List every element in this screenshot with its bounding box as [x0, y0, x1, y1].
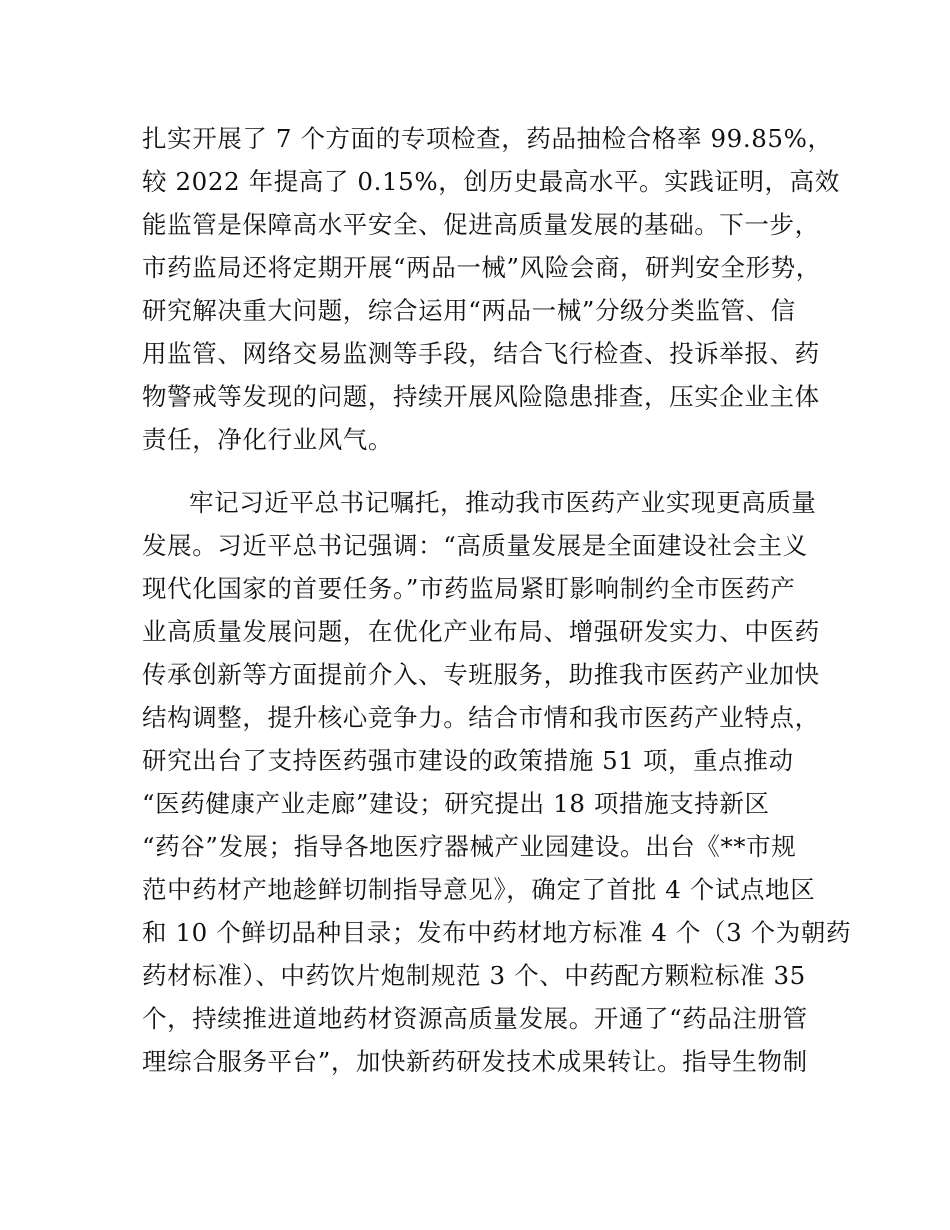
text-line: 和 10 个鲜切品种目录；发布中药材地方标准 4 个（3 个为朝药 [142, 918, 852, 947]
paragraph-2 [142, 481, 852, 1083]
paragraph-spacer [142, 461, 832, 481]
text-line: 研究解决重大问题，综合运用“两品一械”分级分类监管、信 [142, 296, 796, 325]
text-line: 药材标准）、中药饮片炮制规范 3 个、中药配方颗粒标准 35 [142, 961, 806, 990]
text-line: 责任，净化行业风气。 [142, 425, 393, 454]
document-body [142, 117, 852, 1083]
text-line: 范中药材产地趁鲜切制指导意见》，确定了首批 4 个试点地区 [142, 875, 816, 904]
paragraph-1 [142, 117, 840, 461]
text-line: 业高质量发展问题，在优化产业布局、增强研发实力、中医药 [142, 617, 820, 646]
text-line: 传承创新等方面提前介入、专班服务，助推我市医药产业加快 [142, 660, 820, 689]
text-line: 个，持续推进道地药材资源高质量发展。开通了“药品注册管 [142, 1004, 808, 1033]
text-line: 能监管是保障高水平安全、促进高质量发展的基础。下一步， [142, 210, 820, 239]
text-line: 研究出台了支持医药强市建设的政策措施 51 项，重点推动 [142, 746, 794, 775]
text-line: “医药健康产业走廊”建设；研究提出 18 项措施支持新区 [142, 789, 770, 818]
text-line: 物警戒等发现的问题，持续开展风险隐患排查，压实企业主体 [142, 382, 820, 411]
text-line: 发展。习近平总书记强调：“高质量发展是全面建设社会主义 [142, 531, 808, 560]
text-line: 理综合服务平台”，加快新药研发技术成果转让。指导生物制 [142, 1047, 808, 1076]
text-line: 结构调整，提升核心竞争力。结合市情和我市医药产业特点， [142, 703, 820, 732]
text-line: 较 2022 年提高了 0.15%，创历史最高水平。实践证明，高效 [142, 167, 840, 196]
text-line: 扎实开展了 7 个方面的专项检查，药品抽检合格率 99.85%， [142, 124, 833, 153]
text-line: 现代化国家的首要任务。”市药监局紧盯影响制约全市医药产 [142, 574, 796, 603]
text-line: “药谷”发展；指导各地医疗器械产业园建设。出台《**市规 [142, 832, 797, 861]
text-line: 市药监局还将定期开展“两品一械”风险会商，研判安全形势， [142, 253, 821, 282]
text-line-first: 牢记习近平总书记嘱托，推动我市医药产业实现更高质量 [189, 488, 817, 517]
text-line: 用监管、网络交易监测等手段，结合飞行检查、投诉举报、药 [142, 339, 820, 368]
